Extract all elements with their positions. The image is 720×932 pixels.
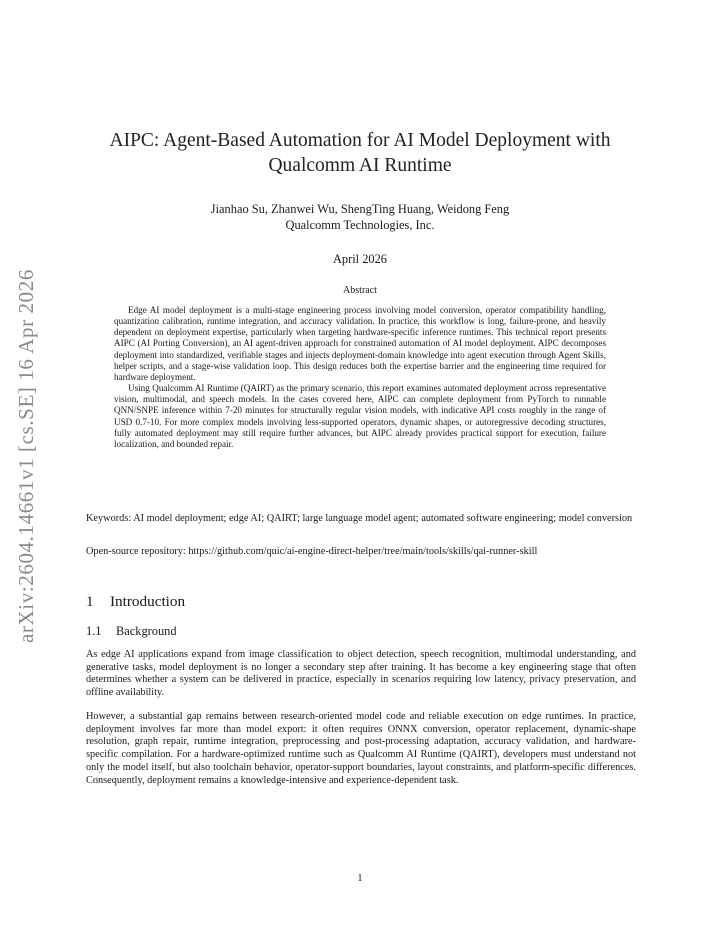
page-number: 1 bbox=[357, 873, 363, 884]
body-paragraph: As edge AI applications expand from image classification to object detection, speech recognition, multimodal understanding, and generative tasks, model deployment is no longer a secondary step after training. It has become a key engineering stage that often determines whether a system can be delivered in practice, especially in scenarios requiring low latency, privacy preservation, and offline availability. bbox=[86, 649, 636, 699]
body-paragraph: However, a substantial gap remains between research-oriented model code and reliable execution on edge runtimes. In practice, deployment involves far more than model export: it often requires ONNX conversion, operator replacement, dynamic-shape resolution, graph repair, runtime integration, preprocessing and post-processing adaptation, accuracy validation, and hardware-specific compilation. For a hardware-optimized runtime such as Qualcomm AI Runtime (QAIRT), developers must understand not only the model itself, but also toolchain behavior, operator-support boundaries, layout constraints, and platform-specific differences. Consequently, deployment remains a knowledge-intensive and experience-dependent task. bbox=[86, 711, 636, 786]
subsection-heading bbox=[86, 624, 177, 639]
body-text bbox=[86, 711, 636, 787]
keywords: Keywords: AI model deployment; edge AI; QAIRT; large language model agent; automated software engineering; model conversion bbox=[86, 513, 633, 524]
subsection-title: Background bbox=[116, 624, 177, 638]
abstract-text bbox=[114, 305, 606, 450]
section-heading bbox=[86, 593, 185, 611]
body-text bbox=[86, 649, 636, 700]
publication-date: April 2026 bbox=[332, 252, 388, 266]
abstract-paragraph: Using Qualcomm AI Runtime (QAIRT) as the primary scenario, this report examines automated deployment across representative vision, multimodal, and speech models. In the cases covered here, AIPC can complete deployment from PyTorch to runnable QNN/SNPE inference within 7-20 minutes for structurally regular vision models, with indicative API costs roughly in the range of USD 0.7-10. For more complex models involving less-supported operators, dynamic shapes, or autoregressive decoding structures, fully automated deployment may still require further advances, but AIPC already provides practical support for execution, failure localization, and bounded repair. bbox=[114, 383, 606, 449]
author-affiliation: Qualcomm Technologies, Inc. bbox=[285, 218, 435, 232]
subsection-number: 1.1 bbox=[86, 624, 102, 638]
paper-title: AIPC: Agent-Based Automation for AI Model Deployment with Qualcomm AI Runtime bbox=[109, 130, 611, 176]
abstract-heading: Abstract bbox=[343, 285, 377, 296]
section-title: Introduction bbox=[110, 593, 186, 610]
abstract-paragraph: Edge AI model deployment is a multi-stage engineering process involving model conversion, operator compatibility handling, quantization calibration, runtime integration, and accuracy validation. In practice, this workflow is long, failure-prone, and heavily dependent on deployment expertise, particularly when targeting hardware-specific inference runtimes. This technical report presents AIPC (AI Porting Conversion), an AI agent-driven approach for constrained automation of AI model deployment. AIPC decomposes deployment into standardized, verifiable stages and injects deployment-domain knowledge into agent execution through Agent Skills, helper scripts, and a stage-wise validation loop. This design reduces both the expertise barrier and the engineering time required for hardware deployment. bbox=[114, 305, 606, 382]
repository-line: Open-source repository: https://github.com/quic/ai-engine-direct-helper/tree/main/tools/skills/qai-runner-skill bbox=[86, 546, 538, 557]
author-block bbox=[90, 201, 630, 233]
author-names: Jianhao Su, Zhanwei Wu, ShengTing Huang, Weidong Feng bbox=[210, 202, 510, 216]
section-number: 1 bbox=[86, 593, 94, 610]
arxiv-identifier: arXiv:2604.14661v1 [cs.SE] 16 Apr 2026 bbox=[14, 269, 38, 643]
